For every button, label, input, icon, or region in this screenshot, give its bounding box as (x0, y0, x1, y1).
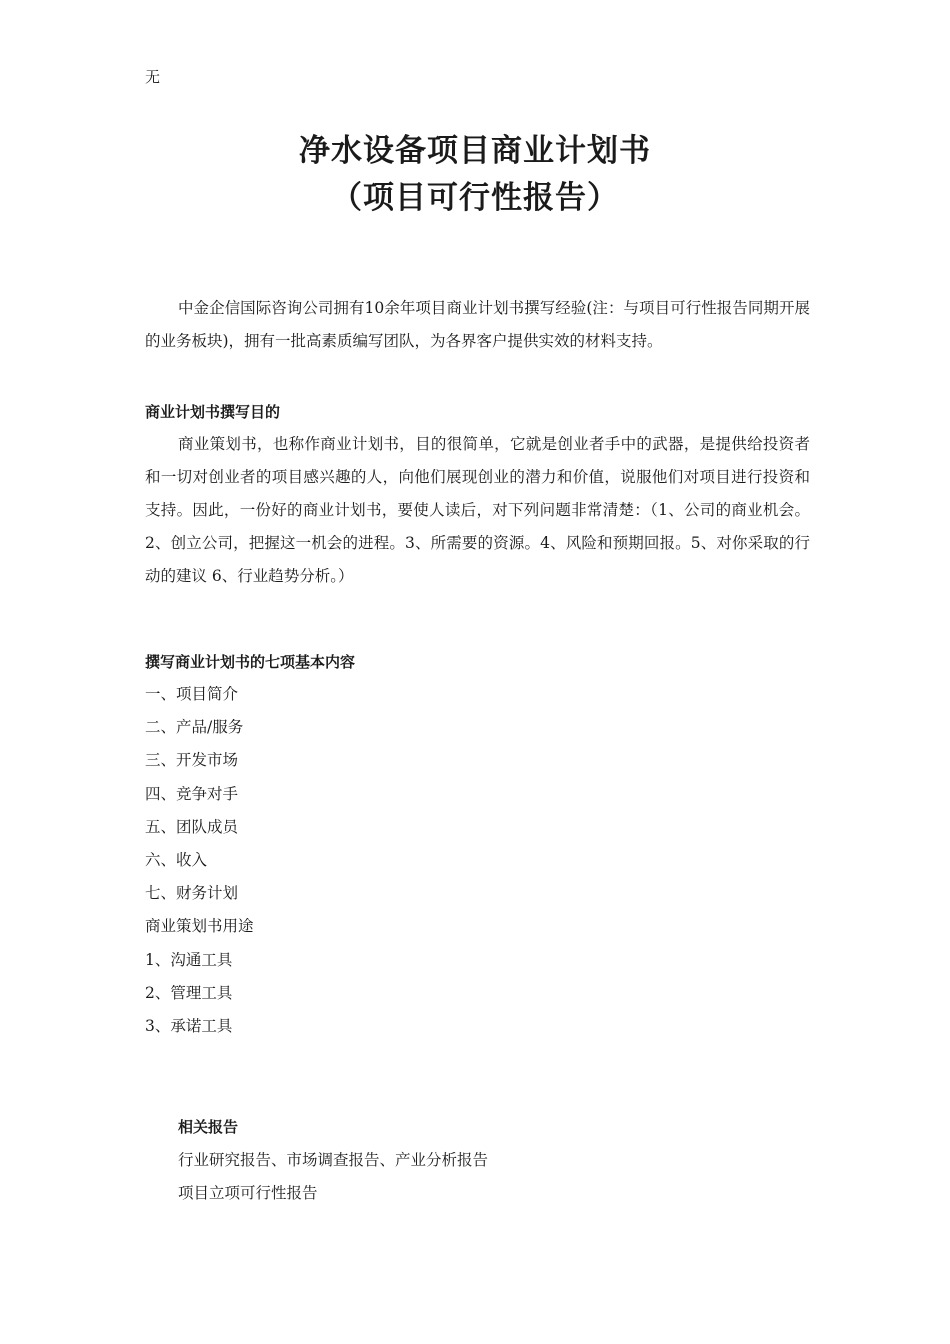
list-item: 1、沟通工具 (145, 950, 233, 969)
seven-contents-heading: 撰写商业计划书的七项基本内容 (145, 653, 356, 671)
related-reports-list (178, 1144, 488, 1210)
list-item: 行业研究报告、市场调查报告、产业分析报告 (178, 1151, 489, 1169)
list-item: 3、承诺工具 (145, 1016, 233, 1035)
purpose-paragraph: 商业策划书，也称作商业计划书，目的很简单，它就是创业者手中的武器，是提供给投资者和一切对创业者的项目感兴趣的人，向他们展现创业的潜力和价值，说服他们对项目进行投资和支持。因此，一份好的商业计划书，要使人读后，对下列问题非常清楚：（1、公司的商业机会。2、创立公司，把握这一机会的进程。3、所需要的资源。4、风险和预期回报。5、对你采取的行动的建议 6、行业趋势分析。） (145, 435, 810, 585)
corner-note: 无 (145, 68, 161, 86)
list-item: 二、产品/服务 (145, 718, 244, 737)
intro-paragraph: 中金企信国际咨询公司拥有10余年项目商业计划书撰写经验(注：与项目可行性报告同期开展的业务板块)，拥有一批高素质编写团队，为各界客户提供实效的材料支持。 (145, 299, 810, 350)
list-item: 项目立项可行性报告 (178, 1184, 318, 1202)
list-item: 商业策划书用途 (145, 917, 254, 936)
title-line-2: （项目可行性报告） (331, 180, 619, 216)
list-item: 一、项目简介 (145, 685, 239, 703)
list-item: 五、团队成员 (145, 817, 239, 836)
list-item: 七、财务计划 (145, 884, 239, 903)
list-item: 三、开发市场 (145, 751, 239, 770)
related-reports-heading: 相关报告 (178, 1118, 239, 1136)
list-item: 六、收入 (145, 850, 208, 869)
seven-contents-list (145, 678, 254, 1043)
purpose-heading: 商业计划书撰写目的 (145, 403, 281, 421)
title-line-1: 净水设备项目商业计划书 (299, 133, 651, 169)
list-item: 四、竞争对手 (145, 784, 239, 803)
document-title (0, 128, 950, 222)
list-item: 2、管理工具 (145, 983, 233, 1002)
